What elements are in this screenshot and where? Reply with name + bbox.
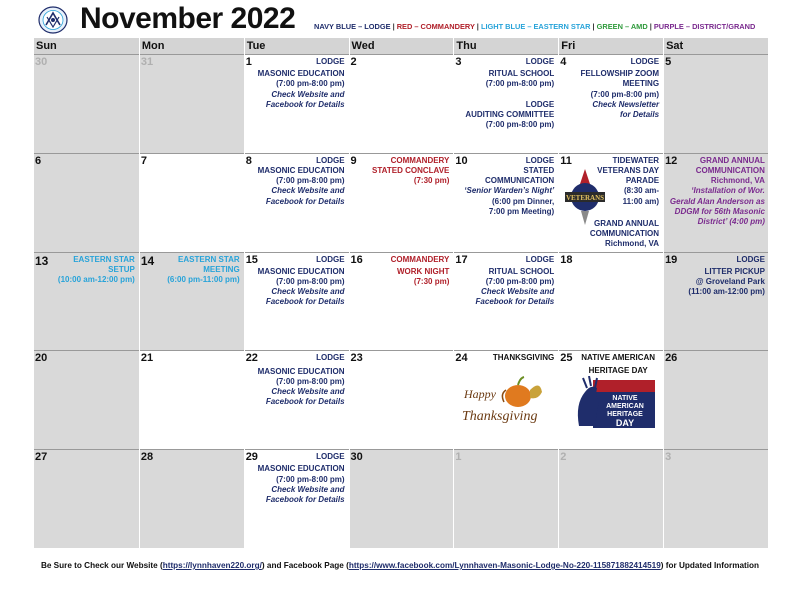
svg-text:HERITAGE: HERITAGE [607, 411, 644, 419]
day-number: 20 [35, 352, 48, 365]
calendar-week [34, 54, 768, 153]
day-cell-nov-1 [244, 54, 349, 153]
day-cell-dec-3 [663, 449, 768, 548]
day-number: 1 [245, 56, 252, 68]
day-number: 10 [455, 154, 468, 167]
day-cell-nov-26 [663, 350, 768, 449]
dow-sun: Sun [36, 40, 57, 52]
legend-district-grand: PURPLE – DISTRICT/GRAND [653, 22, 756, 31]
calendar-week [34, 350, 768, 449]
day-cell-nov-12 [663, 153, 768, 252]
day-cell-nov-5 [663, 54, 768, 153]
event-native-american-heritage-day: NATIVE AMERICAN HERITAGE DAY [581, 353, 656, 375]
dow-fri: Fri [558, 38, 663, 54]
day-number: 5 [665, 56, 672, 68]
day-number: 30 [35, 56, 48, 68]
event-thanksgiving: THANKSGIVING [492, 353, 555, 363]
dow-thu: Thu [453, 38, 558, 54]
day-number: 19 [665, 253, 678, 266]
color-legend: NAVY BLUE – LODGE | RED – COMMANDERY | LIGHT BLUE – EASTERN STAR | GREEN – AMD | PURPLE – DISTRICT/GRAND [314, 22, 756, 31]
day-number: 28 [140, 451, 154, 464]
day-number: 16 [350, 253, 363, 266]
day-number: 22 [245, 352, 258, 365]
calendar-week [34, 449, 768, 548]
day-cell-nov-25 [558, 350, 663, 449]
day-cell-nov-4 [558, 54, 663, 153]
day-cell-nov-15 [244, 252, 349, 351]
dow-wed: Wed [349, 38, 454, 54]
legend-amd: GREEN – AMD [596, 22, 648, 31]
day-cell-nov-6 [34, 153, 139, 252]
day-number: 7 [140, 154, 147, 167]
day-cell-nov-8 [244, 153, 349, 252]
day-cell-nov-24 [453, 350, 558, 449]
day-number: 1 [455, 451, 462, 464]
day-number: 9 [350, 154, 357, 167]
day-number: 17 [455, 253, 468, 266]
event-veterans-parade: TIDEWATER VETERANS DAY PARADE (8:30 am- 11:00 am) [597, 155, 660, 206]
day-number: 21 [140, 352, 154, 365]
event-eastern-star-meeting: EASTERN STAR MEETING (6:00 pm-11:00 pm) [167, 254, 240, 284]
day-cell-dec-1 [453, 449, 558, 548]
day-cell-nov-28 [139, 449, 244, 548]
day-cell-nov-20 [34, 350, 139, 449]
day-cell-nov-19 [663, 252, 768, 351]
legend-lodge: NAVY BLUE – LODGE [314, 22, 391, 31]
day-cell-nov-7 [139, 153, 244, 252]
day-cell-nov-27 [34, 449, 139, 548]
day-number: 13 [35, 253, 49, 268]
day-number: 26 [665, 352, 678, 365]
calendar-header [34, 2, 768, 36]
day-number: 12 [665, 154, 678, 167]
event-lodge-education: LODGE MASONIC EDUCATION (7:00 pm-8:00 pm) Check Website and Facebook for Details [257, 353, 345, 407]
svg-text:NATIVE: NATIVE [612, 395, 638, 403]
day-cell-nov-21 [139, 350, 244, 449]
dow-mon: Mon [139, 38, 244, 54]
day-number: 30 [350, 451, 363, 464]
day-cell-dec-2 [558, 449, 663, 548]
svg-text:VETERANS: VETERANS [566, 193, 605, 202]
page-title: November 2022 [80, 2, 296, 35]
dow-tue: Tue [244, 38, 349, 54]
day-cell-nov-29 [244, 449, 349, 548]
dow-sat: Sat [663, 38, 768, 54]
svg-text:DAY: DAY [616, 418, 635, 429]
day-number: 14 [140, 253, 155, 268]
day-cell-nov-14 [139, 252, 244, 351]
event-lodge-education: LODGE MASONIC EDUCATION (7:00 pm-8:00 pm) Check Website and Facebook for Details [257, 155, 345, 206]
day-number: 24 [455, 352, 468, 365]
day-cell-nov-30 [349, 449, 454, 548]
day-number: 2 [560, 451, 567, 464]
day-cell-nov-16 [349, 252, 454, 351]
day-cell-nov-17 [453, 252, 558, 351]
day-number: 11 [560, 154, 572, 167]
event-lodge-ritual-school: LODGE RITUAL SCHOOL (7:00 pm-8:00 pm) LODGE AUDITING COMMITTEE (7:00 pm-8:00 pm) [465, 57, 555, 130]
day-number: 4 [560, 56, 567, 68]
event-lodge-stated-communication: LODGE STATED COMMUNICATION ‘Senior Warden’s Night’ (6:00 pm Dinner, 7:00 pm Meeting) [464, 155, 555, 216]
day-number: 31 [140, 56, 154, 68]
day-of-week-header [34, 38, 768, 54]
day-number: 3 [665, 451, 672, 464]
day-cell-nov-3 [453, 54, 558, 153]
day-number: 27 [35, 451, 48, 464]
svg-text:Thanksgiving: Thanksgiving [462, 409, 538, 425]
day-cell-oct-30 [34, 54, 139, 153]
event-lodge-ritual-school: LODGE RITUAL SCHOOL (7:00 pm-8:00 pm) Check Website and Facebook for Details [475, 254, 555, 307]
event-lodge-litter-pickup: LODGE LITTER PICKUP @ Groveland Park (11:00 am-12:00 pm) [688, 254, 765, 297]
footer-note: Be Sure to Check our Website (https://lynnhaven220.org/) and Facebook Page (https://www.facebook.com/Lynnhaven-Masonic-Lodge-No-220-115871882414519) for Updated Information [40, 561, 760, 570]
day-cell-nov-10 [453, 153, 558, 252]
event-eastern-star-setup: EASTERN STAR SETUP (10:00 am-12:00 pm) [57, 254, 135, 284]
legend-eastern-star: LIGHT BLUE – EASTERN STAR [480, 22, 591, 31]
calendar-week [34, 252, 768, 351]
day-number: 2 [350, 56, 357, 68]
day-cell-nov-22 [244, 350, 349, 449]
masonic-logo-icon [38, 6, 68, 34]
facebook-link[interactable]: https://www.facebook.com/Lynnhaven-Masonic-Lodge-No-220-115871882414519 [348, 561, 661, 570]
day-number: 15 [245, 253, 258, 266]
website-link[interactable]: https://lynnhaven220.org/ [162, 561, 262, 570]
calendar-grid [34, 38, 768, 548]
thanksgiving-image [460, 372, 548, 434]
event-commandery-conclave: COMMANDERY STATED CONCLAVE (7:30 pm) [372, 155, 450, 186]
event-lodge-education: LODGE MASONIC EDUCATION (7:00 pm-8:00 pm) Check Website and Facebook for Details [257, 254, 345, 307]
day-number: 23 [350, 352, 363, 365]
svg-text:AMERICAN: AMERICAN [606, 403, 645, 411]
event-grand-annual-communication: GRAND ANNUAL COMMUNICATION Richmond, VA [589, 218, 660, 249]
event-lodge-education: LODGE MASONIC EDUCATION (7:00 pm-8:00 pm) Check Website and Facebook for Details [257, 57, 345, 109]
day-cell-nov-9 [349, 153, 454, 252]
day-number: 18 [560, 253, 573, 266]
day-number: 6 [35, 154, 42, 167]
day-cell-nov-13 [34, 252, 139, 351]
calendar-week [34, 153, 768, 252]
day-number: 3 [455, 56, 462, 68]
day-cell-nov-11 [558, 153, 663, 252]
day-cell-nov-23 [349, 350, 454, 449]
day-cell-nov-18 [558, 252, 663, 351]
event-lodge-education: LODGE MASONIC EDUCATION (7:00 pm-8:00 pm) Check Website and Facebook for Details [257, 452, 345, 504]
event-grand-annual-communication: GRAND ANNUAL COMMUNICATION Richmond, VA ‘Installation of Wor. Gerald Alan Anderson as DDGM for 56th Masonic District’ (4:00 pm) [669, 155, 765, 227]
day-cell-oct-31 [139, 54, 244, 153]
svg-text:Happy: Happy [464, 387, 497, 402]
day-number: 29 [245, 451, 258, 464]
legend-commandery: RED – COMMANDERY [396, 22, 475, 31]
native-american-heritage-image [571, 376, 655, 432]
event-commandery-work-night: COMMANDERY WORK NIGHT (7:30 pm) [390, 254, 450, 286]
day-cell-nov-2 [349, 54, 454, 153]
day-number: 25 [560, 352, 573, 365]
event-lodge-fellowship-zoom: LODGE FELLOWSHIP ZOOM MEETING (7:00 pm-8:00 pm) Check Newsletter for Details [580, 57, 660, 120]
day-number: 8 [245, 154, 252, 167]
